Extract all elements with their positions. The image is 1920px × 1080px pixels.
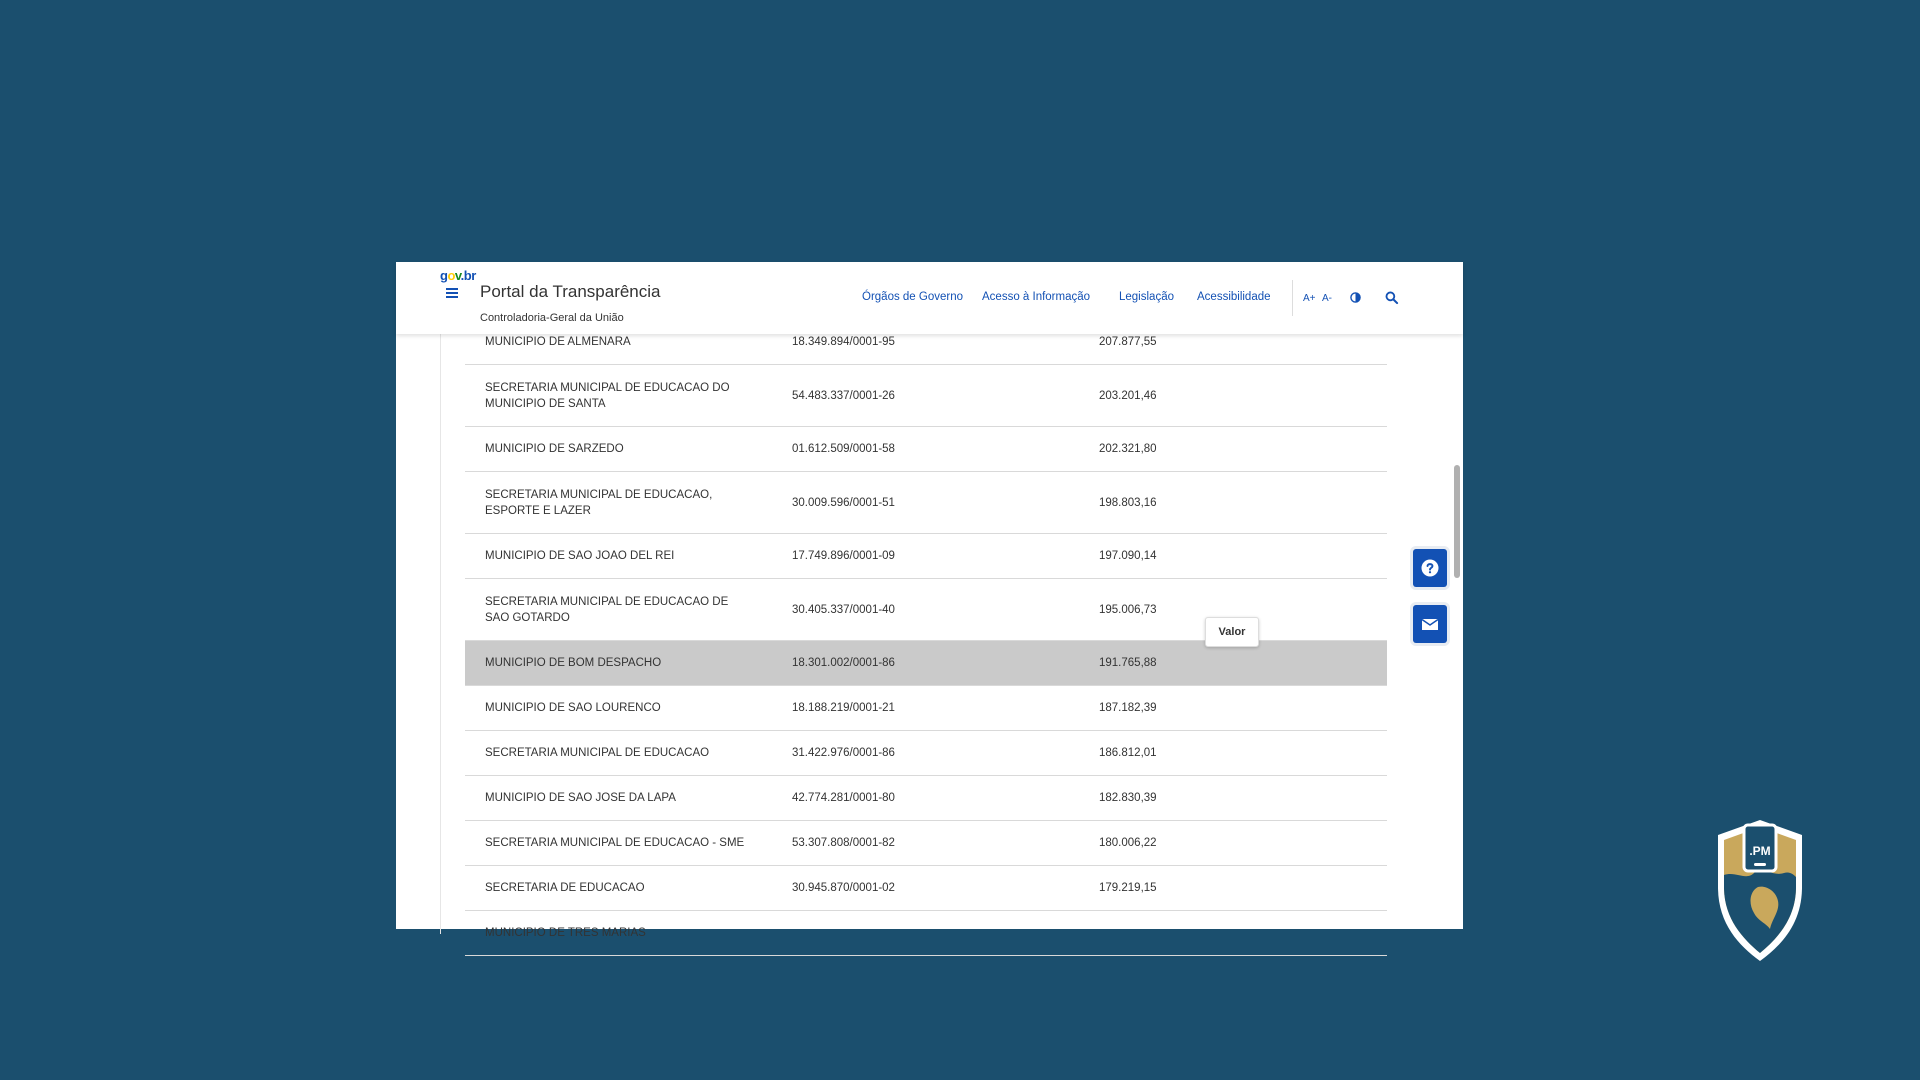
help-icon	[1421, 559, 1439, 577]
table-row[interactable]	[465, 472, 1387, 534]
row-value: 186.812,01	[1099, 747, 1157, 759]
content-area	[440, 334, 1475, 939]
row-name: MUNICIPIO DE SAO LOURENCO	[485, 702, 661, 714]
table-row[interactable]	[465, 821, 1387, 866]
scrollbar-thumb[interactable]	[1454, 465, 1460, 578]
help-button[interactable]	[1413, 549, 1447, 587]
row-cnpj: 18.188.219/0001-21	[792, 702, 895, 714]
row-value: 191.765,88	[1099, 657, 1157, 669]
hamburger-icon[interactable]	[446, 288, 458, 298]
govbr-logo[interactable]: gov.br	[440, 268, 476, 283]
nav-legislacao[interactable]: Legislação	[1119, 291, 1174, 303]
row-cnpj: 18.349.894/0001-95	[792, 336, 895, 348]
row-name: SECRETARIA MUNICIPAL DE EDUCACAO DO MUNICIPIO DE SANTA	[485, 381, 730, 410]
row-value: 202.321,80	[1099, 443, 1157, 455]
table-row[interactable]	[465, 365, 1387, 427]
row-name: MUNICIPIO DE ALMENARA	[485, 336, 631, 348]
row-value: 207.877,55	[1099, 336, 1157, 348]
row-name: MUNICIPIO DE SAO JOSE DA LAPA	[485, 792, 676, 804]
table-row[interactable]	[465, 534, 1387, 579]
row-cnpj: 31.422.976/0001-86	[792, 747, 895, 759]
row-name: MUNICIPIO DE SARZEDO	[485, 443, 624, 455]
row-value: 180.006,22	[1099, 837, 1157, 849]
value-tooltip: Valor	[1205, 617, 1259, 647]
row-cnpj: 54.483.337/0001-26	[792, 389, 895, 402]
row-value: 187.182,39	[1099, 702, 1157, 714]
browser-window	[396, 262, 1463, 939]
row-value: 182.830,39	[1099, 792, 1157, 804]
row-cnpj: 17.749.896/0001-09	[792, 550, 895, 562]
row-name: SECRETARIA MUNICIPAL DE EDUCACAO DE SAO GOTARDO	[485, 595, 729, 624]
table-row[interactable]	[465, 686, 1387, 731]
contact-button[interactable]	[1413, 605, 1447, 643]
table-row-selected[interactable]	[465, 641, 1387, 686]
row-name: MUNICIPIO DE BOM DESPACHO	[485, 657, 662, 669]
row-value: 198.803,16	[1099, 496, 1157, 509]
row-cnpj: 01.612.509/0001-58	[792, 443, 895, 455]
page-title[interactable]: Portal da Transparência	[480, 282, 661, 301]
header-divider	[1292, 280, 1293, 316]
row-name: MUNICIPIO DE TRES MARIAS	[485, 927, 646, 939]
table-row[interactable]	[465, 427, 1387, 472]
row-name: SECRETARIA DE EDUCACAO	[485, 882, 645, 894]
row-cnpj: 30.945.870/0001-02	[792, 882, 895, 894]
row-name: SECRETARIA MUNICIPAL DE EDUCACAO	[485, 747, 710, 759]
page-subtitle: Controladoria-Geral da União	[480, 312, 624, 324]
row-cnpj: 18.301.002/0001-86	[792, 657, 895, 669]
pm-shield-logo	[1710, 815, 1810, 965]
row-name: MUNICIPIO DE SAO JOAO DEL REI	[485, 550, 675, 562]
table-row[interactable]	[465, 731, 1387, 776]
table-row[interactable]	[465, 866, 1387, 911]
nav-orgaos-de-governo[interactable]: Órgãos de Governo	[862, 291, 964, 303]
font-decrease-button[interactable]: A-	[1322, 293, 1332, 304]
scrollbar-track[interactable]	[1451, 334, 1463, 929]
row-value: 195.006,73	[1099, 603, 1157, 616]
row-cnpj: 30.009.596/0001-51	[792, 496, 895, 509]
nav-acessibilidade[interactable]: Acessibilidade	[1197, 291, 1271, 303]
search-icon[interactable]	[1385, 291, 1398, 304]
contrast-icon[interactable]	[1350, 292, 1361, 303]
row-name: SECRETARIA MUNICIPAL DE EDUCACAO - SME	[485, 837, 745, 849]
row-name: SECRETARIA MUNICIPAL DE EDUCACAO, ESPORTE E LAZER	[485, 488, 713, 517]
nav-acesso-a-informacao[interactable]: Acesso à Informação	[982, 291, 1091, 303]
row-value: 203.201,46	[1099, 389, 1157, 402]
table-row[interactable]	[465, 911, 1387, 956]
row-cnpj: 53.307.808/0001-82	[792, 837, 895, 849]
site-header	[396, 262, 1463, 334]
row-value: 179.219,15	[1099, 882, 1157, 894]
font-increase-button[interactable]: A+	[1303, 293, 1316, 304]
row-cnpj: 30.405.337/0001-40	[792, 603, 895, 616]
row-value: 197.090,14	[1099, 550, 1157, 562]
table-row[interactable]	[465, 776, 1387, 821]
envelope-icon	[1421, 615, 1439, 633]
svg-text:.PM: .PM	[1749, 844, 1771, 858]
row-cnpj: 42.774.281/0001-80	[792, 792, 895, 804]
